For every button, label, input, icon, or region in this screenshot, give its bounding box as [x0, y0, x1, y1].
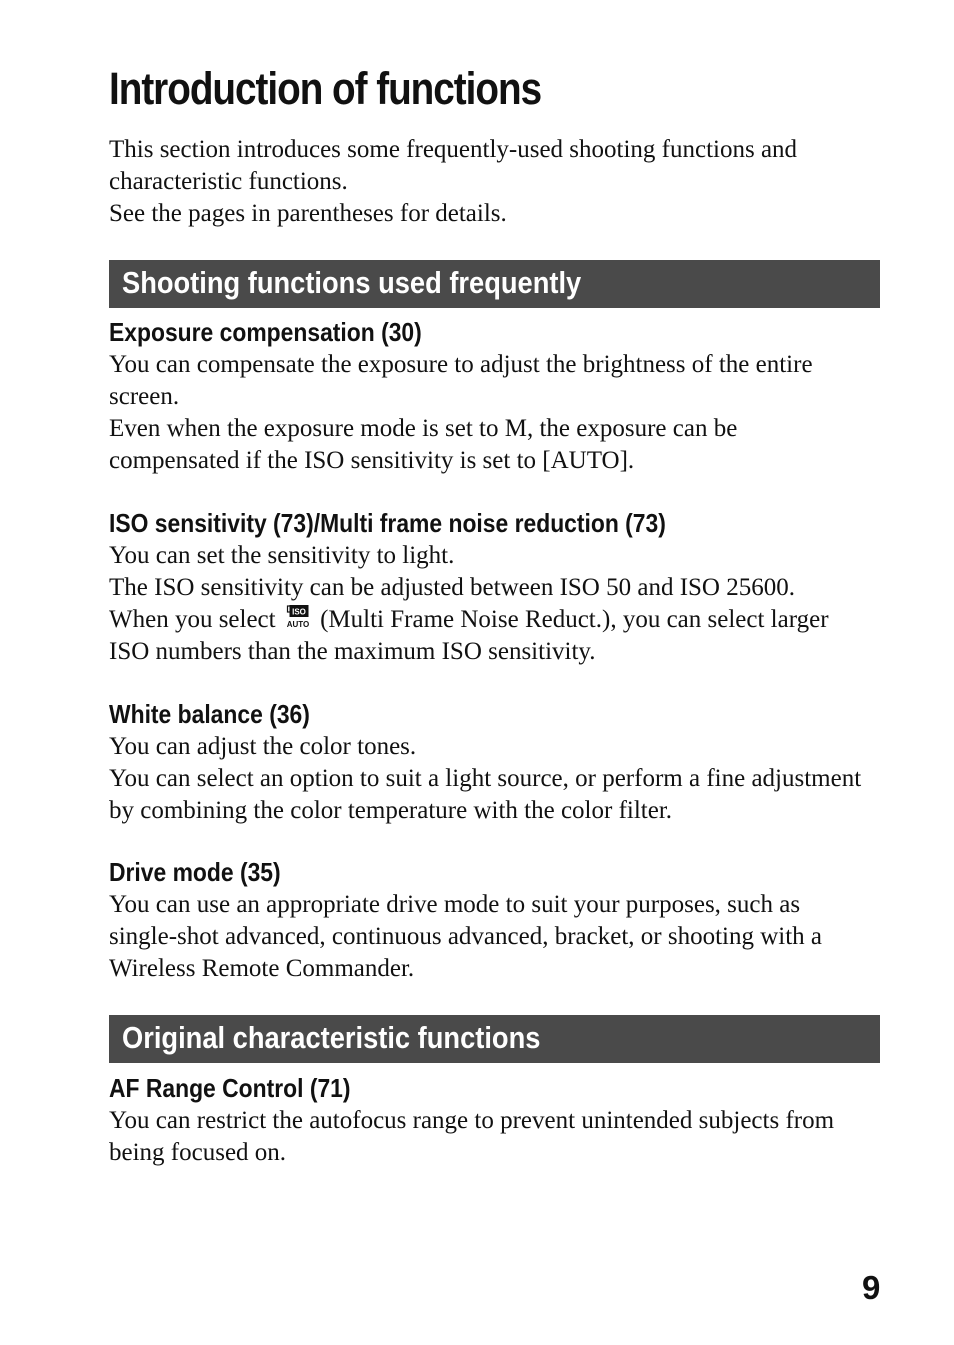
intro-line: characteristic functions. [109, 168, 348, 195]
item-line: You can use an appropriate drive mode to suit your purposes, such as [109, 891, 801, 918]
item-line: You can compensate the exposure to adjust the brightness of the entire [109, 351, 813, 378]
item-line: Wireless Remote Commander. [109, 955, 415, 982]
intro-line: See the pages in parentheses for details. [109, 200, 507, 227]
item-line: single-shot advanced, continuous advanced, bracket, or shooting with a [109, 923, 823, 950]
icon-bottom-text: AUTO [286, 620, 310, 629]
item-line: being focused on. [109, 1139, 287, 1166]
item-af-range-control [109, 1071, 880, 1169]
item-heading: Exposure compensation (30) [109, 317, 422, 347]
item-heading: White balance (36) [109, 699, 310, 729]
section-header-shooting-functions [109, 260, 880, 308]
icon-top-text: ISO [291, 607, 306, 617]
item-exposure-compensation [109, 315, 880, 477]
item-line-part: (Multi Frame Noise Reduct.), you can select larger [320, 606, 829, 633]
page-title: Introduction of functions [109, 63, 542, 114]
intro-line: This section introduces some frequently-used shooting functions and [109, 136, 798, 163]
item-heading: ISO sensitivity (73)/Multi frame noise reduction (73) [109, 508, 666, 538]
item-heading: Drive mode (35) [109, 857, 281, 887]
item-line-with-icon [109, 604, 880, 636]
item-line: screen. [109, 383, 180, 410]
item-line: You can adjust the color tones. [109, 733, 417, 760]
section-header-original-functions [109, 1015, 880, 1063]
item-line: You can set the sensitivity to light. [109, 542, 455, 569]
item-line: compensated if the ISO sensitivity is set to [AUTO]. [109, 447, 635, 474]
intro-paragraph [109, 134, 880, 230]
section-title: Original characteristic functions [122, 1020, 541, 1055]
item-drive-mode [109, 855, 880, 985]
item-heading: AF Range Control (71) [109, 1073, 351, 1103]
item-line-part: When you select [109, 606, 276, 633]
item-line: You can select an option to suit a light source, or perform a fine adjustment [109, 765, 862, 792]
item-line: Even when the exposure mode is set to M, the exposure can be [109, 415, 738, 442]
item-line: ISO numbers than the maximum ISO sensitivity. [109, 638, 596, 665]
page-number: 9 [862, 1269, 881, 1306]
item-line: by combining the color temperature with the color filter. [109, 797, 673, 824]
item-iso-sensitivity [109, 506, 880, 668]
item-line: The ISO sensitivity can be adjusted between ISO 50 and ISO 25600. [109, 574, 795, 601]
item-line: You can restrict the autofocus range to prevent unintended subjects from [109, 1107, 835, 1134]
section-title: Shooting functions used frequently [122, 265, 582, 300]
multi-frame-noise-reduction-icon [286, 605, 310, 631]
item-white-balance [109, 697, 880, 827]
